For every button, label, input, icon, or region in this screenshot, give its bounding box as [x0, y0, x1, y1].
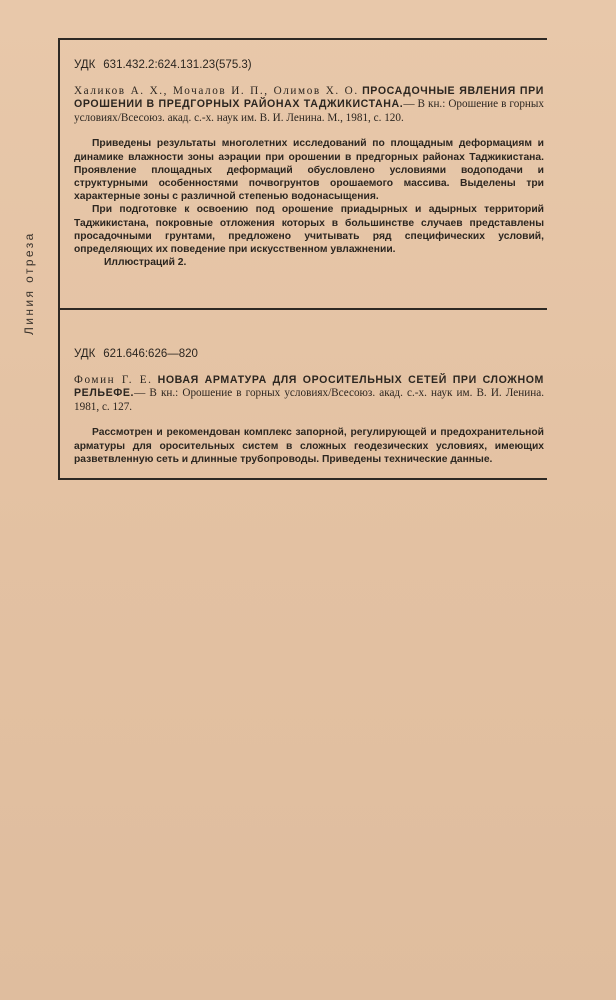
card1-left-rule	[58, 38, 60, 310]
cut-line-text: Линия отреза	[22, 231, 36, 335]
card1-source: — В кн.: Орошение в горных условиях/Всесоюз. акад. с.-х. наук им. В. И. Ленина. М., 1981, с. 120.	[74, 98, 545, 124]
card1-abstract-p1: Приведены результаты многолетних исследований по площадным деформациям и динамике влажности зоны аэрации при орошении в предгорных районах Таджикистана. Проявление площадных деформаций обусловлено условиями водоподачи и структурными особенностями почвогрунтов орошаемого массива. Выделены три характерные зоны с различной степенью водонасыщения.	[74, 138, 544, 203]
card1-udc	[74, 59, 544, 73]
card1	[74, 59, 544, 269]
card2-abstract-p1: Рассмотрен и рекомендован комплекс запорной, регулирующей и предохранительной арматуры для оросительных систем в сложных геодезических условиях, имеющих разветвленную сеть и длинные трубопроводы. Приведены технические данные.	[74, 427, 544, 465]
card1-abstract-p2: При подготовке к освоению под орошение приадырных и адырных территорий Таджикистана, покровные отложения которых в большинстве случаев представлены просадочными грунтами, предложено учитывать ряд специфических условий, определяющих их поведение при искусственном увлажнении.	[74, 204, 544, 255]
card1-udc-code: 631.432.2:624.131.23(575.3)	[103, 59, 252, 71]
card2-bottom-rule	[60, 478, 547, 480]
card2-source: — В кн.: Орошение в горных условиях/Всесоюз. акад. с.-х. наук им. В. И. Ленина. 1981, с. 127.	[74, 387, 544, 413]
card2-left-rule	[58, 308, 60, 480]
card1-udc-label: УДК	[74, 59, 96, 71]
card1-title: ПРОСАДОЧНЫЕ ЯВЛЕНИЯ ПРИ ОРОШЕНИИ В ПРЕДГОРНЫХ РАЙОНАХ ТАДЖИКИСТАНА.	[74, 84, 545, 111]
card2-udc-code: 621.646:626—820	[103, 348, 198, 360]
card2-udc	[74, 348, 544, 362]
card1-bibliography	[74, 85, 544, 126]
card2-bibliography	[74, 374, 544, 415]
card2	[74, 348, 544, 466]
card1-authors: Халиков А. Х., Мочалов И. П., Олимов Х. О.	[74, 84, 359, 97]
card1-top-rule	[60, 38, 547, 40]
cut-line-label	[18, 195, 44, 335]
card-separator-rule	[60, 308, 547, 310]
card1-illustrations: Иллюстраций 2.	[104, 257, 187, 269]
card2-udc-label: УДК	[74, 348, 96, 360]
card2-title: НОВАЯ АРМАТУРА ДЛЯ ОРОСИТЕЛЬНЫХ СЕТЕЙ ПРИ СЛОЖНОМ РЕЛЬЕФЕ.	[74, 373, 544, 400]
card2-authors: Фомин Г. Е.	[74, 373, 153, 386]
